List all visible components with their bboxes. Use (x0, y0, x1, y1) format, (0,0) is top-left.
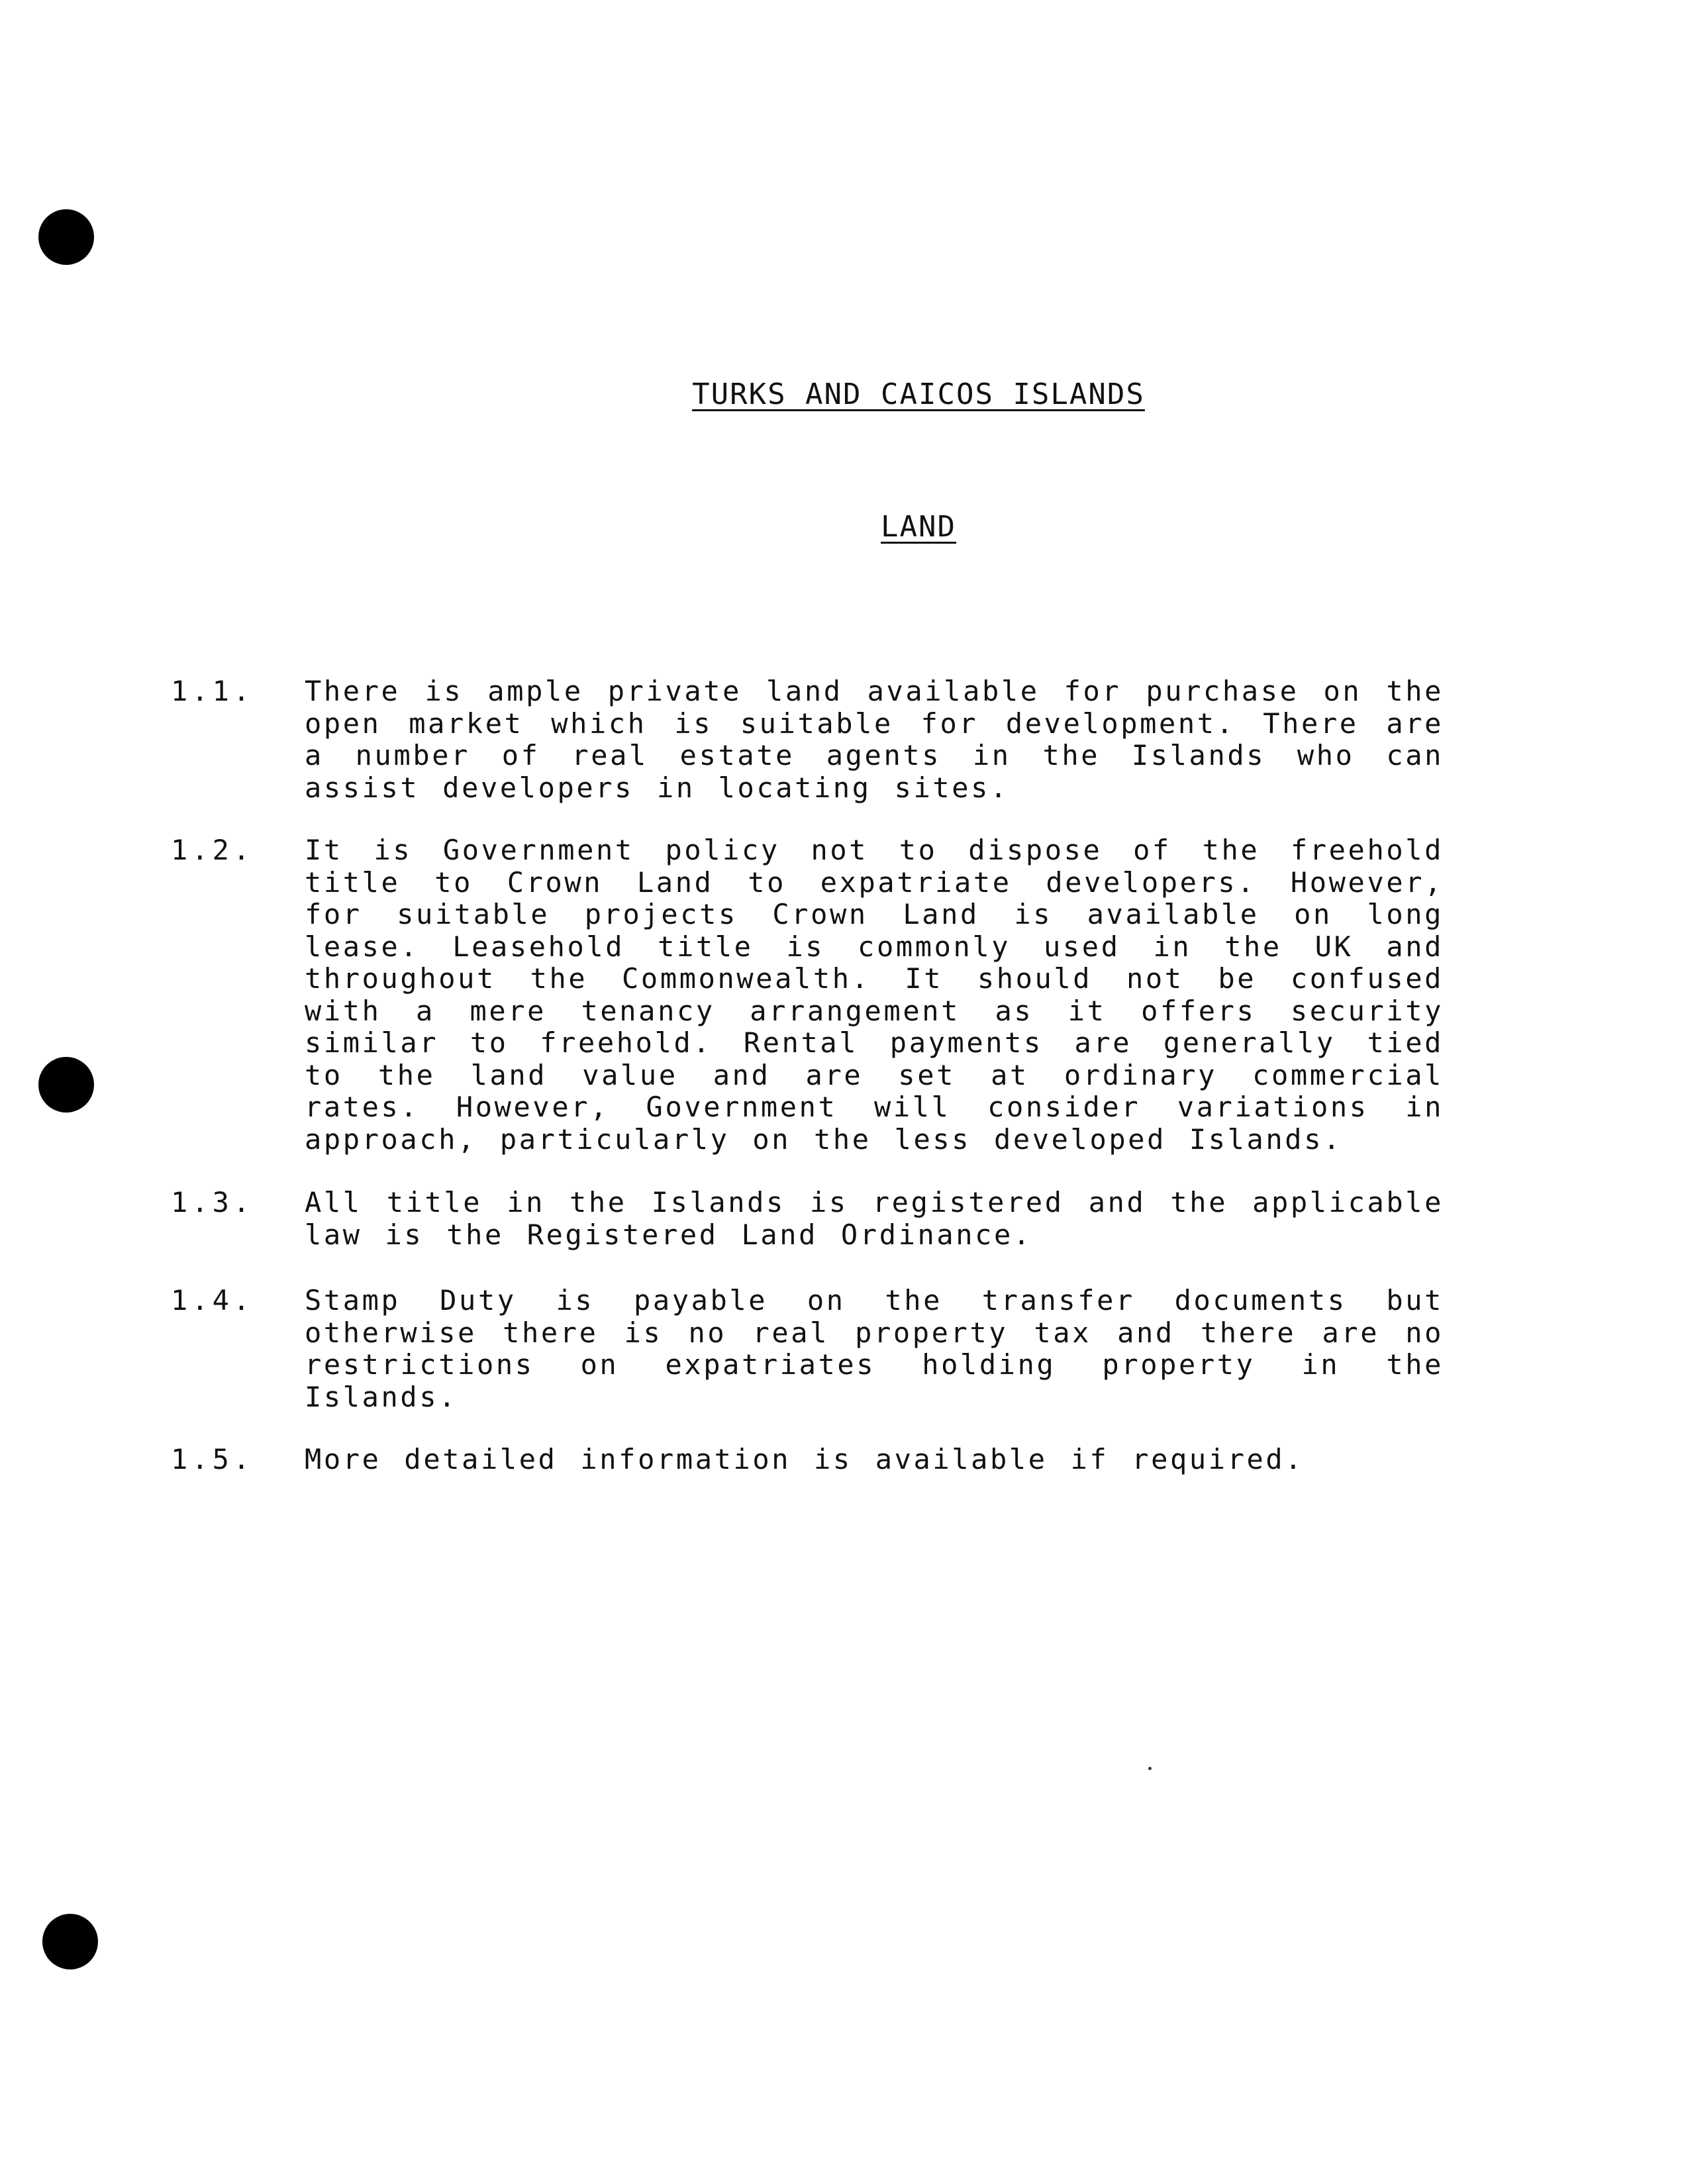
paragraph-text: There is ample private land available for purchase on the open market which is suitable for development. There are a number of real estate agents in the Islands who can assist developers in locating sites. (305, 675, 1444, 804)
punch-hole-top (38, 209, 94, 265)
paragraph-number: 1.3. (171, 1186, 254, 1218)
paragraph-number: 1.4. (171, 1284, 254, 1316)
punch-hole-bottom (42, 1914, 98, 1969)
paragraph-text: It is Government policy not to dispose of the freehold title to Crown Land to expatriate developers. However, for suitable projects Crown Land is available on long lease. Leasehold title is commonly used in the UK and throughout the Commonwealth. It should not be confused with a mere tenancy arrangement as it offers security similar to freehold. Rental payments are generally tied to the land value and are set at ordinary commercial rates. However, Government will consider variations in approach, particularly on the less developed Islands. (305, 834, 1444, 1156)
paragraph-text: All title in the Islands is registered and the applicable law is the Registered Land Ordinance. (305, 1186, 1444, 1251)
paragraph-text: More detailed information is available if required. (305, 1443, 1305, 1475)
paragraph-text: Stamp Duty is payable on the transfer documents but otherwise there is no real property tax and there are no restrictions on expatriates holding property in the Islands. (305, 1284, 1444, 1413)
paragraph-number: 1.5. (171, 1443, 254, 1475)
section-heading: LAND (881, 510, 956, 544)
paragraph-number: 1.2. (171, 834, 254, 866)
document-title: TURKS AND CAICOS ISLANDS (692, 377, 1145, 411)
punch-hole-middle (38, 1057, 94, 1113)
scan-speck (1148, 1767, 1152, 1770)
paragraph-number: 1.1. (171, 675, 254, 707)
